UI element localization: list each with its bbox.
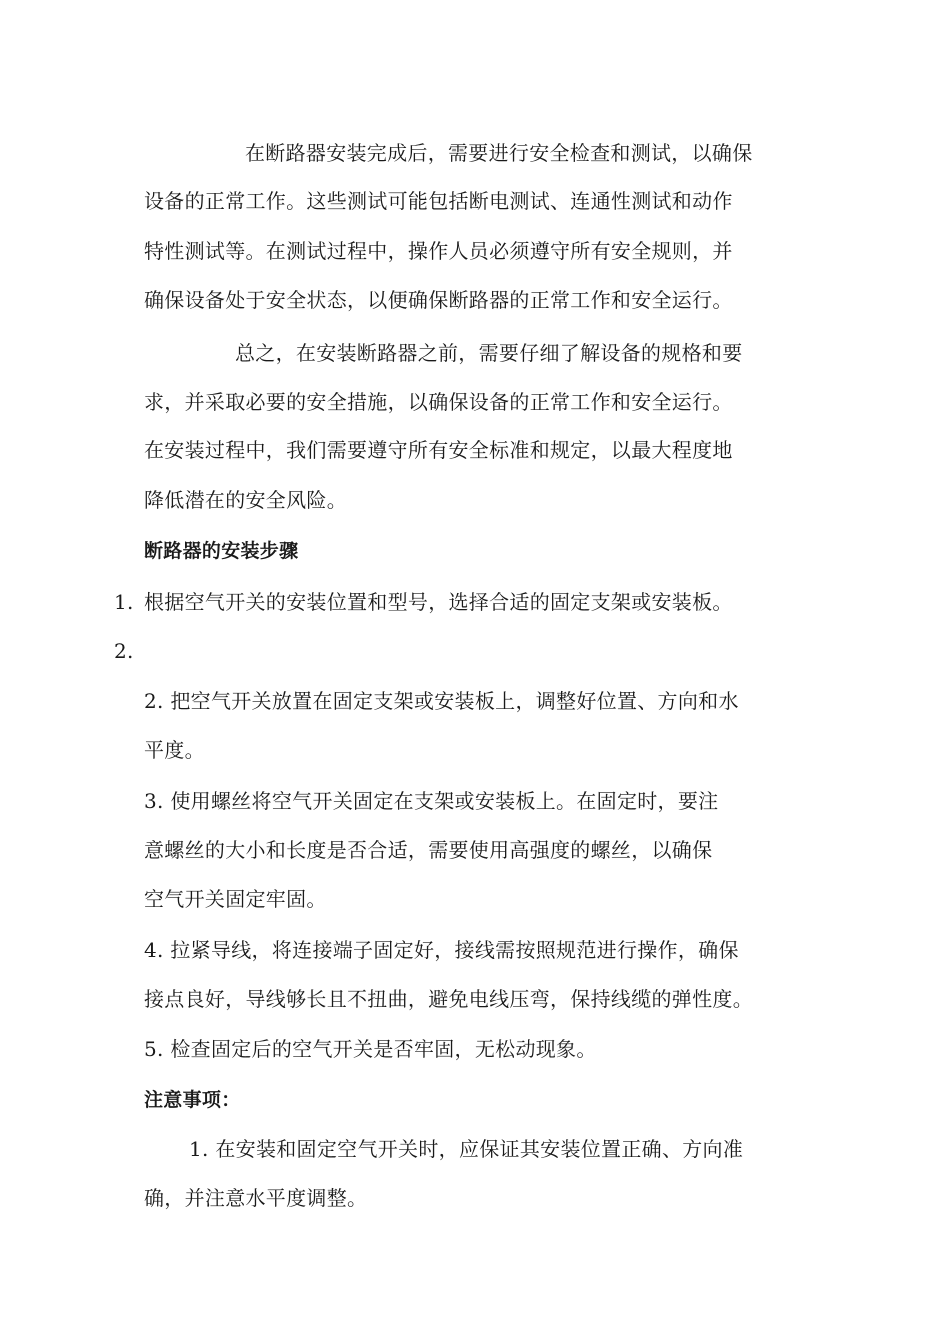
paragraph-2-line-1: 总之，在安装断路器之前，需要仔细了解设备的规格和要 xyxy=(235,341,743,365)
step-4-line-2: 接点良好，导线够长且不扭曲，避免电线压弯，保持线缆的弹性度。 xyxy=(144,987,753,1011)
paragraph-1-line-4: 确保设备处于安全状态，以便确保断路器的正常工作和安全运行。 xyxy=(144,288,733,312)
notes-heading: 注意事项： xyxy=(144,1089,241,1111)
paragraph-2-line-4: 降低潜在的安全风险。 xyxy=(144,488,347,512)
paragraph-1-line-3: 特性测试等。在测试过程中，操作人员必须遵守所有安全规则，并 xyxy=(144,239,733,263)
step-2-line-1: 2. 把空气开关放置在固定支架或安装板上，调整好位置、方向和水 xyxy=(144,689,739,713)
step-2-line-2: 平度。 xyxy=(144,738,205,762)
step-4-line-1: 4. 拉紧导线，将连接端子固定好，接线需按照规范进行操作，确保 xyxy=(144,938,739,962)
note-1-line-1: 1. 在安装和固定空气开关时，应保证其安装位置正确、方向准 xyxy=(189,1137,744,1161)
step-3-line-2: 意螺丝的大小和长度是否合适，需要使用高强度的螺丝，以确保 xyxy=(144,838,713,862)
list-item-1-text: 根据空气开关的安装位置和型号，选择合适的固定支架或安装板。 xyxy=(144,590,733,614)
paragraph-1-line-1: 在断路器安装完成后，需要进行安全检查和测试，以确保 xyxy=(245,141,753,165)
step-3-line-3: 空气开关固定牢固。 xyxy=(144,887,327,911)
steps-heading: 断路器的安装步骤 xyxy=(144,540,299,562)
list-item-1-number: 1. xyxy=(114,590,134,614)
note-1-line-2: 确，并注意水平度调整。 xyxy=(144,1186,368,1210)
step-3-line-1: 3. 使用螺丝将空气开关固定在支架或安装板上。在固定时，要注 xyxy=(144,789,719,813)
list-item-2-number: 2. xyxy=(114,639,134,663)
step-5-line-1: 5. 检查固定后的空气开关是否牢固，无松动现象。 xyxy=(144,1037,597,1061)
paragraph-2-line-2: 求，并采取必要的安全措施，以确保设备的正常工作和安全运行。 xyxy=(144,390,733,414)
paragraph-2-line-3: 在安装过程中，我们需要遵守所有安全标准和规定，以最大程度地 xyxy=(144,438,733,462)
paragraph-1-line-2: 设备的正常工作。这些测试可能包括断电测试、连通性测试和动作 xyxy=(144,189,733,213)
